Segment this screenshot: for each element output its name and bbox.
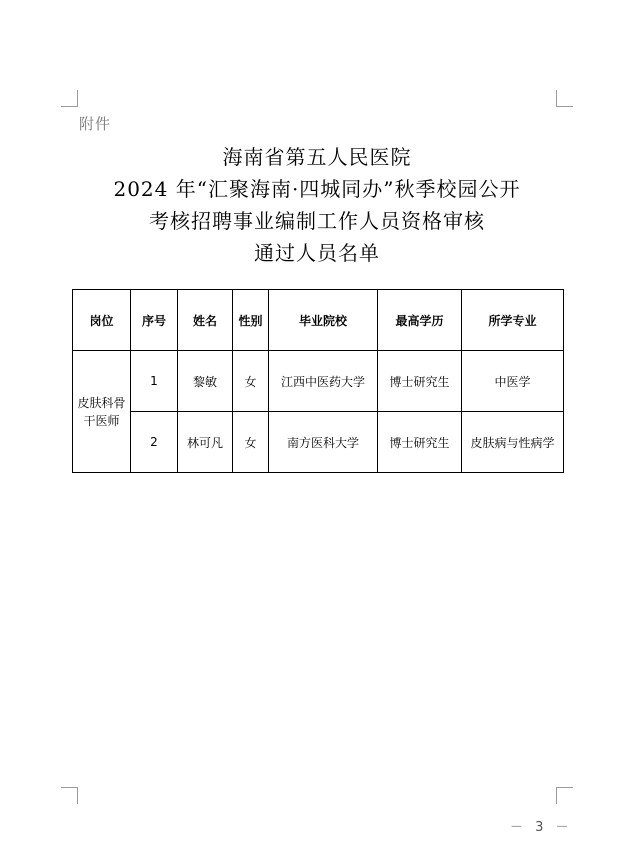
attachment-label: 附件 <box>79 115 112 133</box>
page-number: － 3 － <box>510 820 573 835</box>
cell-major: 皮肤病与性病学 <box>462 412 564 473</box>
candidate-table <box>72 289 564 473</box>
cell-post: 皮肤科骨干医师 <box>73 351 131 473</box>
title-line-1: 海南省第五人民医院 <box>222 145 412 169</box>
cell-degree: 博士研究生 <box>378 351 462 412</box>
crop-mark-bottom-right <box>556 787 573 804</box>
crop-mark-top-right <box>556 90 573 107</box>
header-major: 所学专业 <box>462 290 564 351</box>
cell-school: 南方医科大学 <box>269 412 378 473</box>
title-line-3: 考核招聘事业编制工作人员资格审核 <box>149 209 485 233</box>
cell-gender: 女 <box>233 351 269 412</box>
header-degree: 最高学历 <box>378 290 462 351</box>
document-title <box>0 141 634 269</box>
header-gender: 性别 <box>233 290 269 351</box>
cell-gender: 女 <box>233 412 269 473</box>
cell-name: 林可凡 <box>178 412 233 473</box>
header-post: 岗位 <box>73 290 131 351</box>
title-line-2: 2024 年“汇聚海南·四城同办”秋季校园公开 <box>113 177 521 201</box>
crop-mark-top-left <box>61 90 78 107</box>
table-row <box>73 351 564 412</box>
cell-major: 中医学 <box>462 351 564 412</box>
header-name: 姓名 <box>178 290 233 351</box>
cell-no: 1 <box>131 351 178 412</box>
crop-mark-bottom-left <box>61 787 78 804</box>
table-header-row <box>73 290 564 351</box>
cell-school: 江西中医药大学 <box>269 351 378 412</box>
cell-degree: 博士研究生 <box>378 412 462 473</box>
title-line-4: 通过人员名单 <box>254 241 380 265</box>
table-row <box>73 412 564 473</box>
cell-name: 黎敏 <box>178 351 233 412</box>
header-school: 毕业院校 <box>269 290 378 351</box>
header-no: 序号 <box>131 290 178 351</box>
cell-no: 2 <box>131 412 178 473</box>
